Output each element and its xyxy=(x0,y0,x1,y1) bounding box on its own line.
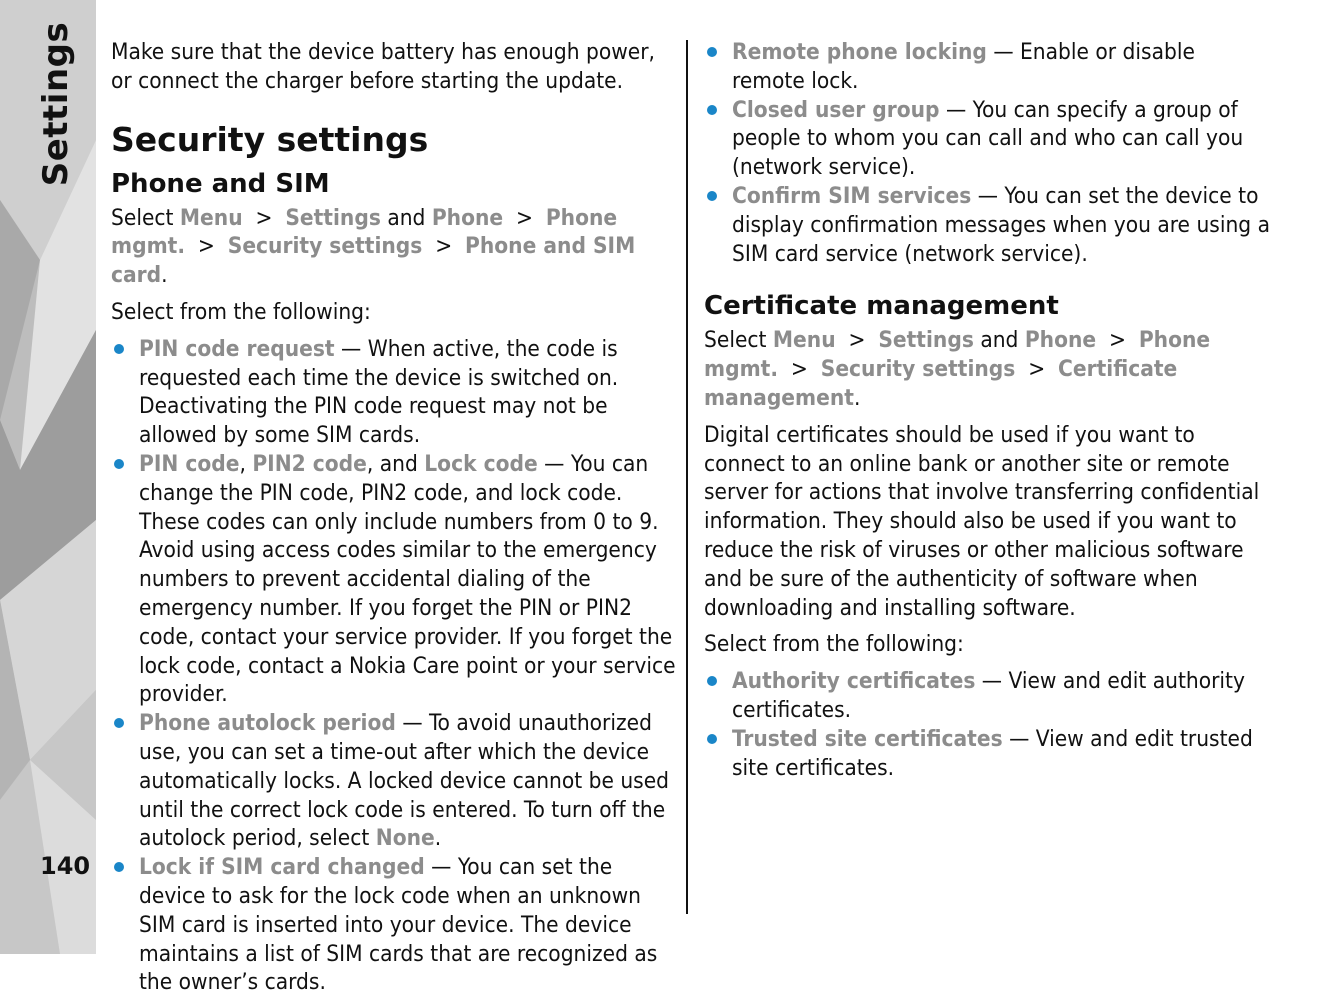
option-pin-code-request: PIN code request xyxy=(139,335,335,362)
path-end: . xyxy=(853,384,861,411)
path-menu: Menu xyxy=(772,327,836,354)
list-item xyxy=(704,667,1274,725)
option-description: — You can set the device to ask for the lock code when an unknown SIM card is inserted into your device. The device maintains a list of SIM cards that are recognized as the owner’s cards. xyxy=(139,854,658,996)
path-and: and xyxy=(980,327,1019,354)
intro-paragraph: Make sure that the device battery has enough power, or connect the charger before starting the update. xyxy=(111,39,655,94)
option-description: — View and edit trusted site certificates. xyxy=(732,725,1253,781)
path-phone-mgmt: Phone mgmt. xyxy=(704,327,1211,383)
path-select: Select xyxy=(111,204,174,231)
certificate-options-list xyxy=(704,667,1274,782)
list-item xyxy=(111,335,677,450)
path-and: and xyxy=(387,204,426,231)
certificate-management-heading: Certificate management xyxy=(704,291,1059,322)
path-sep: > xyxy=(255,204,273,231)
list-item xyxy=(704,38,1274,96)
path-phone: Phone xyxy=(1024,327,1097,354)
option-pin-code: PIN code xyxy=(139,450,240,477)
list-item xyxy=(704,96,1274,182)
text-end: . xyxy=(434,825,442,852)
phone-sim-menu-path xyxy=(111,204,677,290)
path-settings: Settings xyxy=(285,204,381,231)
list-item xyxy=(704,725,1274,783)
option-pin2-code: PIN2 code xyxy=(252,450,367,477)
path-security-settings: Security settings xyxy=(820,356,1016,383)
option-closed-user-group: Closed user group xyxy=(732,96,940,123)
path-target: Phone and SIM card xyxy=(111,233,636,289)
option-description: — You can specify a group of people to whom you can call and who can call you (network service). xyxy=(732,96,1244,181)
text-comma: , xyxy=(239,450,253,477)
phone-sim-heading: Phone and SIM xyxy=(111,168,330,199)
sidebar-decoration xyxy=(0,0,96,954)
option-lock-if-sim-changed: Lock if SIM card changed xyxy=(139,854,425,881)
text-and: , and xyxy=(366,450,425,477)
path-sep: > xyxy=(1109,327,1126,354)
path-phone: Phone xyxy=(431,204,504,231)
path-sep: > xyxy=(848,327,866,354)
option-authority-certificates: Authority certificates xyxy=(732,668,976,695)
path-phone-mgmt: Phone mgmt. xyxy=(111,204,618,260)
option-description: — You can change the PIN code, PIN2 code, and lock code. These codes can only include numbers from 0 to 9. Avoid using access codes similar to the emergency numbers to prevent accidental dialing of the emergency number. If you forget the PIN or PIN2 code, contact your service provider. If you forget the lock code, contact a Nokia Care point or your service provider. xyxy=(139,450,676,708)
option-confirm-sim-services: Confirm SIM services xyxy=(732,182,972,209)
option-description: — View and edit authority certificates. xyxy=(732,668,1245,723)
phone-sim-options-list xyxy=(111,335,677,997)
path-sep: > xyxy=(1028,356,1046,383)
option-phone-autolock-period: Phone autolock period xyxy=(139,710,396,737)
phone-sim-options-list-continued xyxy=(704,38,1274,268)
path-sep: > xyxy=(516,204,533,231)
path-end: . xyxy=(161,262,168,289)
select-following-text: Select from the following: xyxy=(111,298,371,325)
option-description: — You can set the device to display confirmation messages when you are using a SIM card service (network service). xyxy=(732,182,1270,267)
list-item xyxy=(111,853,677,997)
list-item xyxy=(111,709,677,853)
select-following-text: Select from the following: xyxy=(704,631,964,658)
column-divider xyxy=(686,40,688,914)
certificate-body-paragraph: Digital certificates should be used if you want to connect to an online bank or another site or remote server for actions that involve transferring confidential information. They should also be used if you want to reduce the risk of viruses or other malicious software and be sure of the authenticity of software when downloading and installing software. xyxy=(704,421,1260,621)
list-item xyxy=(111,450,677,709)
section-title-vertical: Settings xyxy=(36,21,76,187)
path-settings: Settings xyxy=(878,327,974,354)
left-column xyxy=(111,38,677,997)
option-remote-phone-locking: Remote phone locking xyxy=(732,39,987,65)
list-item xyxy=(704,182,1274,268)
path-select: Select xyxy=(704,327,767,354)
path-target: Certificate management xyxy=(704,356,1178,411)
path-sep: > xyxy=(197,233,215,260)
right-column xyxy=(704,38,1274,782)
path-menu: Menu xyxy=(179,204,243,231)
security-settings-heading: Security settings xyxy=(111,119,429,159)
option-lock-code: Lock code xyxy=(424,450,538,477)
path-sep: > xyxy=(435,233,453,260)
option-description: — Enable or disable remote lock. xyxy=(732,39,1195,94)
option-trusted-site-certificates: Trusted site certificates xyxy=(732,725,1003,752)
page-number: 140 xyxy=(40,852,91,880)
path-sep: > xyxy=(790,356,808,383)
option-description: — To avoid unauthorized use, you can set a time-out after which the device automatically locks. A locked device cannot be used until the correct lock code is entered. To turn off the autolock period, select xyxy=(139,710,670,852)
option-description: — When active, the code is requested each time the device is switched on. Deactivating the PIN code request may not be allowed by some SIM cards. xyxy=(139,335,619,449)
certificate-menu-path xyxy=(704,326,1274,412)
path-security-settings: Security settings xyxy=(227,233,423,260)
option-none: None xyxy=(375,825,435,852)
